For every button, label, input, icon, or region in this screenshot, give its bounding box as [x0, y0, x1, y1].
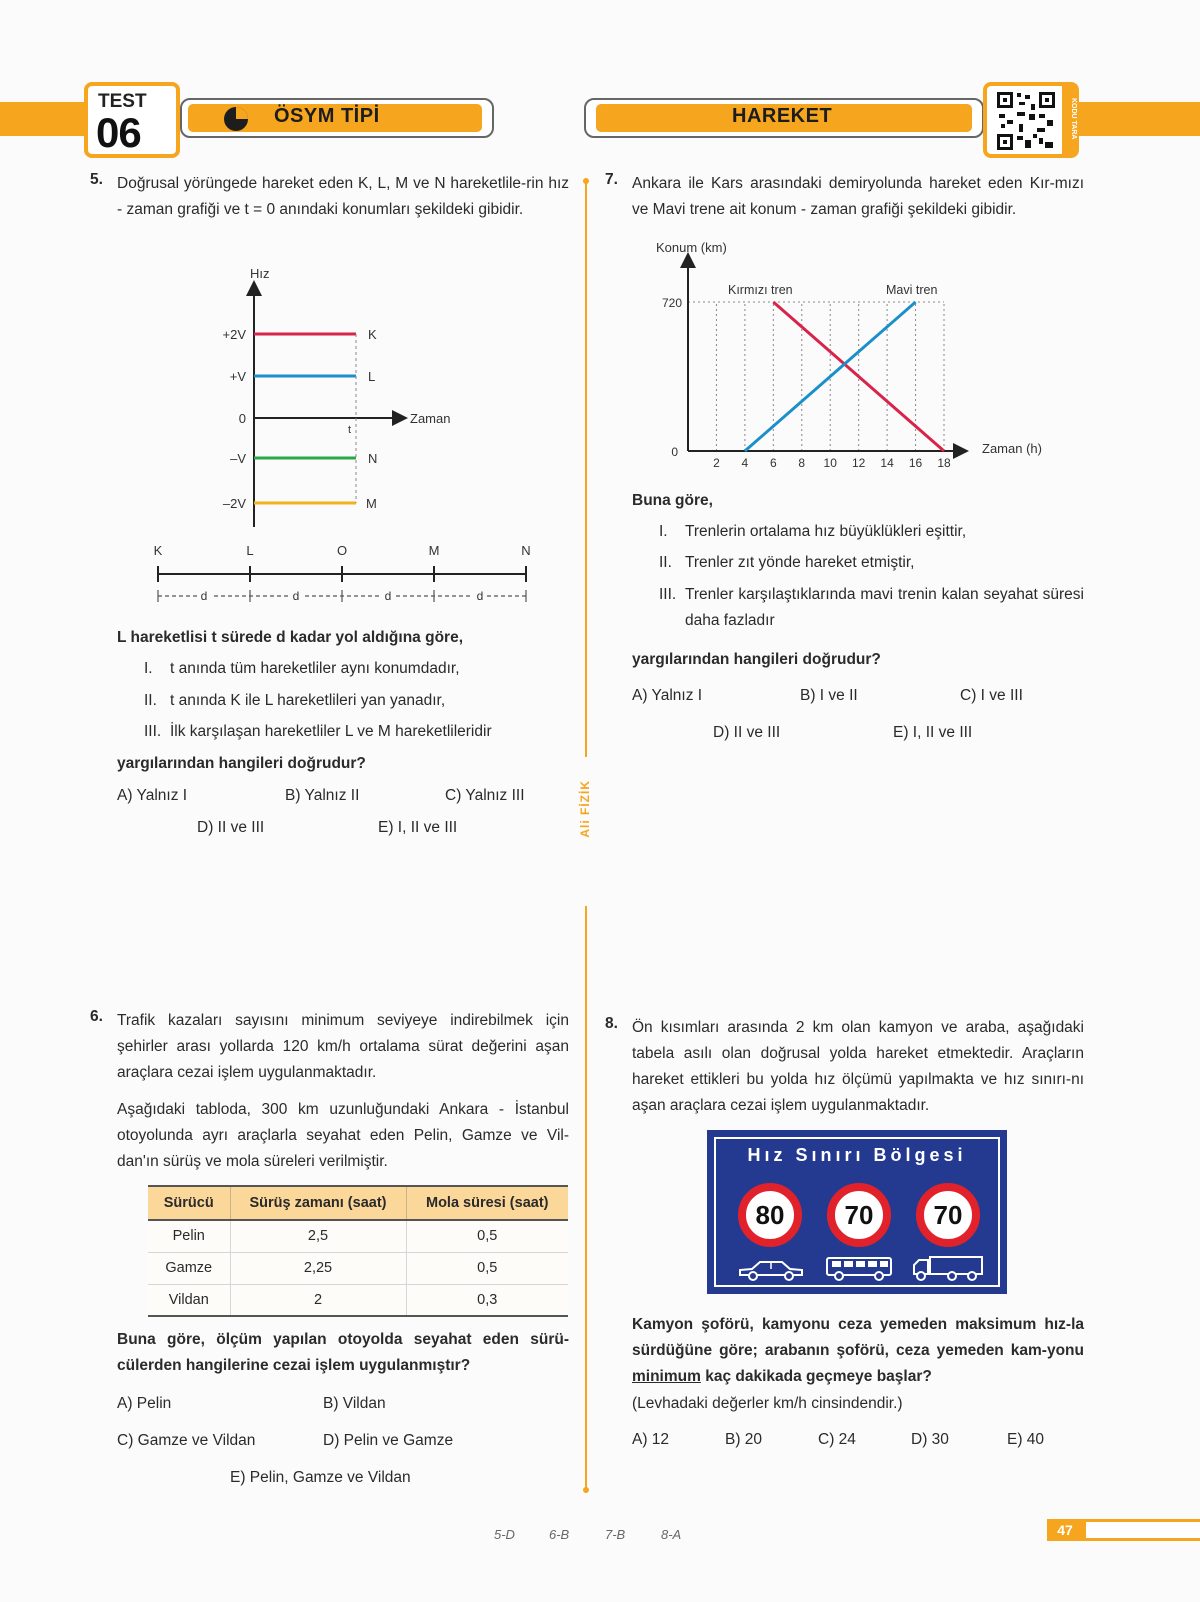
- q5-intro: Doğrusal yörüngede hareket eden K, L, M ve N hareketlile-rin hız - zaman grafiği ve t = 0 anındaki konumları şekildeki gibidir.: [117, 175, 569, 218]
- side-brand: Ali FİZİK: [578, 780, 592, 838]
- answer-key-3: 7-B: [605, 1527, 626, 1542]
- q6-option-a[interactable]: A) Pelin: [117, 1395, 172, 1412]
- q5-label-L: L: [368, 369, 376, 384]
- right-title-bar: [584, 98, 984, 138]
- q6-question: Buna göre, ölçüm yapılan otoyolda seyahat eden sürü-cülerden hangilerine cezai işlem uygulanmıştır?: [117, 1331, 569, 1374]
- q5-ylabel-neg-2v: –2V: [222, 496, 246, 511]
- q6-header-break: Mola süresi (saat): [406, 1186, 568, 1220]
- q5-statement-2: II. t anında K ile L hareketlileri yan yanadır,: [144, 692, 446, 709]
- answer-key-4: 8-A: [661, 1527, 682, 1542]
- q5-segment-d: d: [384, 589, 392, 603]
- q7-y-axis-label: Konum (km): [656, 240, 727, 255]
- table-row: Gamze 2,25 0,5: [148, 1252, 568, 1284]
- q5-option-e[interactable]: E) I, II ve III: [378, 819, 458, 836]
- truck-icon: [912, 1255, 984, 1283]
- q7-xtick-label: 14: [880, 456, 894, 470]
- q5-point-K: K: [153, 543, 163, 558]
- q8-question: Kamyon şoförü, kamyonu ceza yemeden maksimum hız-la sürdüğüne göre; arabanın şoförü, ceza yemeden kam-yonu minimum kaç dakikada geçmeye başlar?: [632, 1316, 1084, 1385]
- q8-option-c[interactable]: C) 24: [818, 1431, 856, 1448]
- column-divider-top: [585, 182, 587, 757]
- header-band-right: [1070, 102, 1200, 136]
- q8-question-emphasis: minimum: [632, 1368, 701, 1385]
- q5-option-a[interactable]: A) Yalnız I: [117, 787, 188, 804]
- q7-xtick-label: 2: [713, 456, 720, 470]
- q6-option-b[interactable]: B) Vildan: [323, 1395, 386, 1412]
- q8-limit-car: [738, 1183, 802, 1247]
- q6-option-e[interactable]: E) Pelin, Gamze ve Vildan: [230, 1469, 411, 1486]
- q7-option-c[interactable]: C) I ve III: [960, 687, 1023, 704]
- q7-ytick-720: 720: [661, 296, 682, 310]
- q5-option-b[interactable]: B) Yalnız II: [285, 787, 360, 804]
- q5-velocity-graph: [200, 262, 470, 532]
- q6-intro-2: Aşağıdaki tabloda, 300 km uzunluğundaki Ankara - İstanbul otoyolunda ayrı araçlarla seyahat eden Pelin, Gamze ve Vil-dan'ın sürüş ve mola süreleri verilmiştir.: [117, 1101, 569, 1170]
- q6-intro: Trafik kazaları sayısını minimum seviyeye indirebilmek için şehirler arası yollarda 120 km/h ortalama sürat değerini aşan araçlara cezai işlem uygulanmaktadır.: [117, 1012, 569, 1081]
- right-title: HAREKET: [732, 105, 833, 127]
- divider-dot-bottom: [583, 1487, 589, 1493]
- q7-xtick-label: 10: [823, 456, 837, 470]
- left-title: ÖSYM TİPİ: [274, 105, 380, 127]
- q5-segment-d: d: [200, 589, 208, 603]
- q5-x-axis-label: Zaman: [410, 411, 451, 426]
- q7-statement-2: II. Trenler zıt yönde hareket etmiştir,: [659, 554, 915, 571]
- q6-header-drive-time: Sürüş zamanı (saat): [230, 1186, 406, 1220]
- q5-position-line: [140, 540, 540, 610]
- q5-segment-d: d: [476, 589, 484, 603]
- q5-point-L: L: [246, 543, 254, 558]
- test-badge: [84, 82, 180, 158]
- answer-key-2: 6-B: [549, 1527, 570, 1542]
- test-label: TEST: [98, 91, 147, 112]
- q7-intro: Ankara ile Kars arasındaki demiryolunda hareket eden Kır-mızı ve Mavi trene ait konum - zaman grafiği şekildeki gibidir.: [632, 175, 1084, 218]
- q7-position-time-chart: [640, 236, 1060, 476]
- q5-prompt: L hareketlisi t sürede d kadar yol aldığına göre,: [117, 629, 463, 646]
- table-row: Vildan 2 0,3: [148, 1284, 568, 1316]
- q7-red-label: Kırmızı tren: [728, 283, 793, 297]
- q7-blue-label: Mavi tren: [886, 283, 938, 297]
- q5-segment-d: d: [292, 589, 300, 603]
- q6-header-driver: Sürücü: [148, 1186, 230, 1220]
- bus-icon: [824, 1255, 894, 1283]
- q5-point-O: O: [336, 543, 348, 558]
- header-band-left: [0, 102, 90, 136]
- qr-code-icon: [995, 90, 1057, 152]
- q8-limit-bus: [827, 1183, 891, 1247]
- q8-limit-truck: [916, 1183, 980, 1247]
- q7-statement-1: I. Trenlerin ortalama hız büyüklükleri eşittir,: [659, 523, 967, 540]
- q8-speed-sign: [707, 1130, 1007, 1294]
- q5-y-axis-label: Hız: [250, 266, 270, 281]
- q5-ylabel-neg-v: –V: [230, 451, 246, 466]
- q7-xtick-label: 8: [798, 456, 806, 470]
- q7-xtick-label: 6: [769, 456, 777, 470]
- q7-xtick-label: 4: [741, 456, 749, 470]
- q8-limit-bus-value: 70: [844, 1200, 874, 1230]
- q5-statement-3: III. İlk karşılaşan hareketliler L ve M hareketlileridir: [144, 723, 492, 740]
- q5-ylabel-0: 0: [238, 411, 246, 426]
- q5-question: yargılarından hangileri doğrudur?: [117, 755, 366, 772]
- q7-ytick-0: 0: [671, 445, 678, 459]
- q6-table: [148, 1185, 568, 1317]
- q8-sign-title: Hız Sınırı Bölgesi: [747, 1145, 967, 1165]
- q8-note: (Levhadaki değerler km/h cinsindendir.): [632, 1395, 903, 1412]
- q8-option-a[interactable]: A) 12: [632, 1431, 670, 1448]
- q5-option-d[interactable]: D) II ve III: [197, 819, 265, 836]
- q6-option-d[interactable]: D) Pelin ve Gamze: [323, 1432, 454, 1449]
- table-row: Pelin 2,5 0,5: [148, 1220, 568, 1252]
- q7-statement-3: III. Trenler karşılaştıklarında mavi trenin kalan seyahat süresi daha fazladır: [659, 586, 1084, 629]
- q8-limit-car-value: 80: [755, 1200, 785, 1230]
- q6-option-c[interactable]: C) Gamze ve Vildan: [117, 1432, 256, 1449]
- q5-t-label: t: [348, 424, 352, 436]
- q5-statement-1: I. t anında tüm hareketliler aynı konumdadır,: [144, 660, 460, 677]
- q8-intro: Ön kısımları arasında 2 km olan kamyon ve araba, aşağıdaki tabela asılı olan doğrusal yolda hareket etmektedir. Araçların hareket ettikleri bu yolda hız ölçümü yapılmakta ve hız sınırı-nı aşan araçlara cezai işlem uygulanmaktadır.: [632, 1019, 1084, 1114]
- qr-side-strip: [1062, 84, 1077, 154]
- q7-option-a[interactable]: A) Yalnız I: [632, 687, 703, 704]
- q5-label-M: M: [366, 496, 377, 511]
- q8-number: 8.: [605, 1015, 618, 1032]
- q5-label-K: K: [368, 327, 377, 342]
- q5-point-M: M: [428, 543, 440, 558]
- q7-series: [745, 302, 944, 451]
- q8-option-b[interactable]: B) 20: [725, 1431, 763, 1448]
- q8-limit-truck-value: 70: [933, 1200, 963, 1230]
- q5-ylabel-v: +V: [229, 369, 246, 384]
- q8-option-e[interactable]: E) 40: [1007, 1431, 1045, 1448]
- page-footer-bar: [1083, 1519, 1200, 1541]
- q7-option-d[interactable]: D) II ve III: [713, 724, 781, 741]
- answer-key-1: 5-D: [494, 1527, 515, 1542]
- q7-x-ticks: [713, 456, 951, 470]
- test-number: 06: [96, 109, 141, 156]
- q5-number: 5.: [90, 171, 103, 188]
- car-icon: [736, 1257, 806, 1283]
- page-number: 47: [1047, 1519, 1083, 1541]
- q6-number: 6.: [90, 1008, 103, 1025]
- q7-question: yargılarından hangileri doğrudur?: [632, 651, 881, 668]
- q7-x-axis-label: Zaman (h): [982, 441, 1042, 456]
- q7-xtick-label: 16: [908, 456, 923, 470]
- q5-option-c[interactable]: C) Yalnız III: [445, 787, 525, 804]
- q7-xtick-label: 18: [937, 456, 951, 470]
- pie-icon: [222, 105, 250, 133]
- q7-grid: [688, 302, 944, 451]
- q7-number: 7.: [605, 171, 618, 188]
- q5-ylabel-2v: +2V: [222, 327, 246, 342]
- qr-label: KODU TARA: [1070, 98, 1077, 140]
- q7-prompt: Buna göre,: [632, 492, 713, 509]
- q7-option-e[interactable]: E) I, II ve III: [893, 724, 973, 741]
- q7-option-b[interactable]: B) I ve II: [800, 687, 858, 704]
- q8-option-d[interactable]: D) 30: [911, 1431, 949, 1448]
- q5-label-N: N: [368, 451, 378, 466]
- q5-point-N: N: [521, 543, 531, 558]
- left-title-bar: [180, 98, 494, 138]
- q7-xtick-label: 12: [851, 456, 866, 470]
- column-divider-bottom: [585, 906, 587, 1488]
